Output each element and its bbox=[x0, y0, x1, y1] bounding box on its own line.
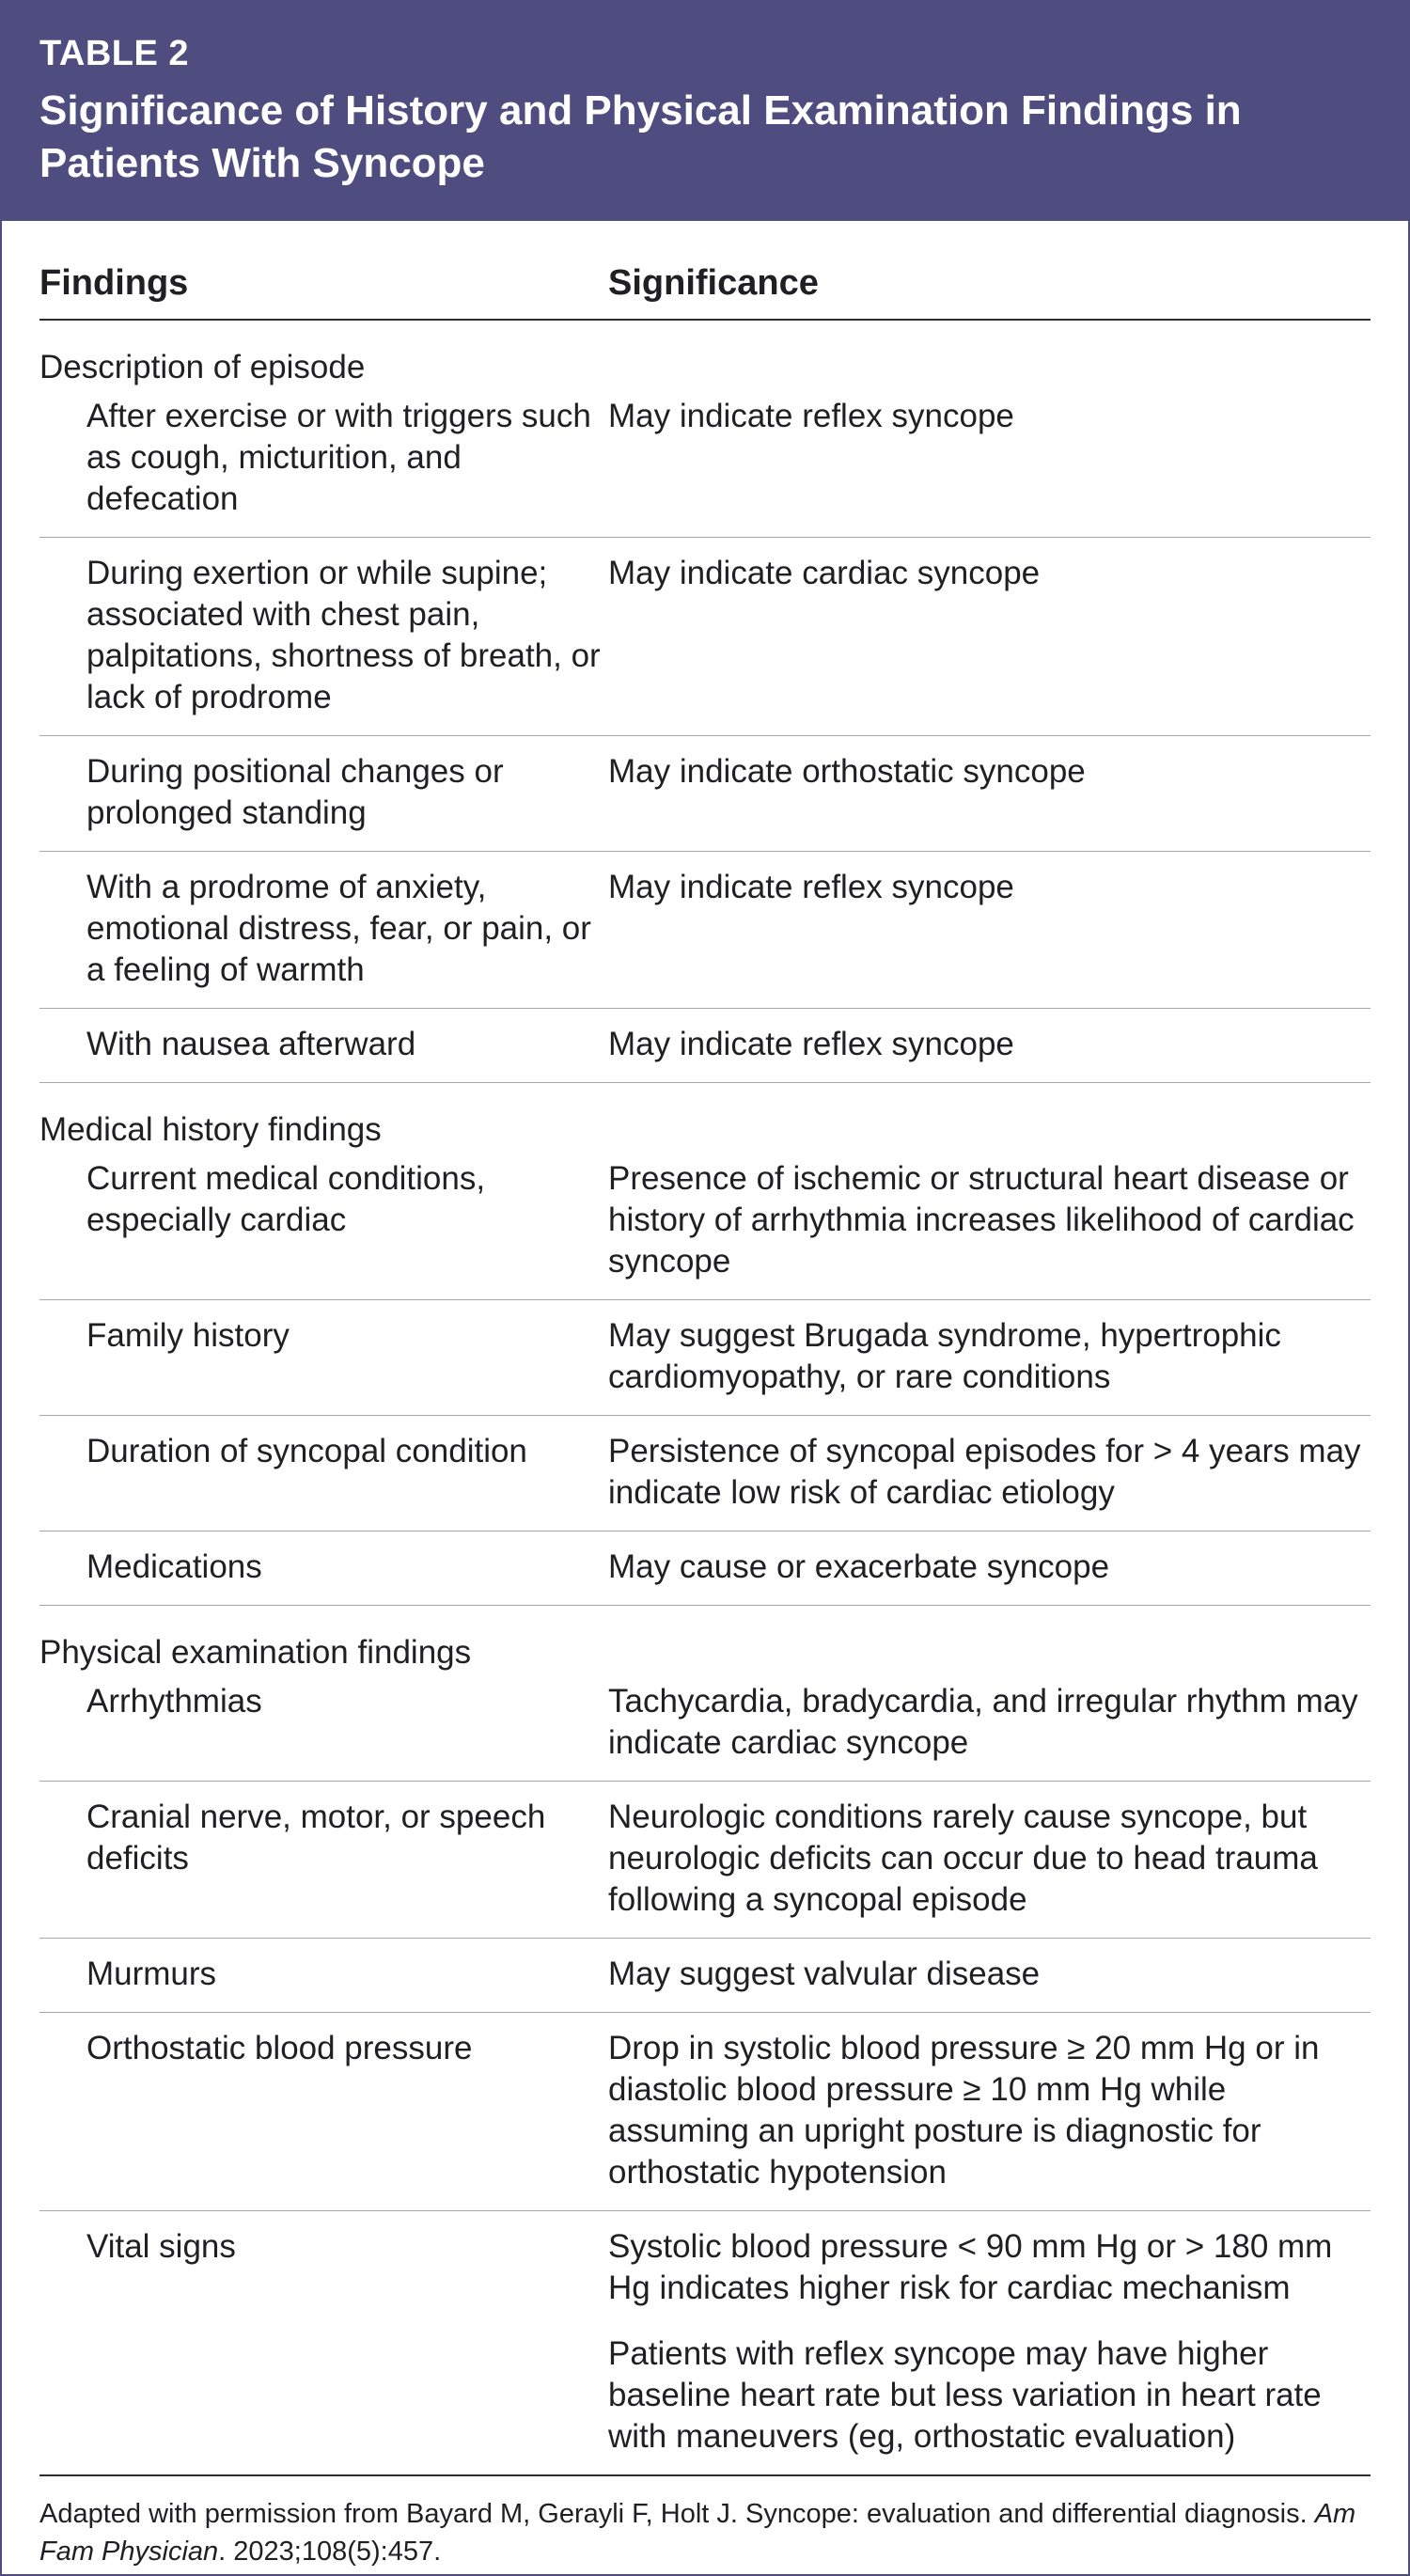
finding-cell: Current medical conditions, especially cardiac bbox=[86, 1160, 486, 1238]
table-row bbox=[39, 1300, 1371, 1416]
table-row bbox=[39, 1009, 1371, 1083]
significance-cell bbox=[608, 1681, 1371, 1764]
significance-text: May indicate cardiac syncope bbox=[608, 555, 1041, 591]
table-header bbox=[2, 2, 1408, 221]
significance-text: Neurologic conditions rarely cause syncope, but neurologic deficits can occur due to head trauma following a syncopal episode bbox=[608, 1798, 1318, 1918]
finding-cell: Vital signs bbox=[86, 2228, 236, 2265]
significance-cell bbox=[608, 396, 1371, 520]
finding-cell: After exercise or with triggers such as cough, micturition, and defecation bbox=[86, 398, 591, 517]
significance-text: May indicate orthostatic syncope bbox=[608, 753, 1086, 790]
significance-cell bbox=[608, 867, 1371, 991]
section-title: Medical history findings bbox=[39, 1111, 382, 1148]
column-header-significance: Significance bbox=[608, 263, 819, 303]
table-row bbox=[39, 1531, 1371, 1606]
column-headers bbox=[39, 221, 1371, 321]
significance-text: Presence of ischemic or structural heart disease or history of arrhythmia increases likelihood of cardiac syncope bbox=[608, 1160, 1355, 1280]
significance-cell bbox=[608, 2226, 1371, 2458]
significance-text: May suggest valvular disease bbox=[608, 1956, 1041, 1992]
finding-cell: During exertion or while supine; associated with chest pain, palpitations, shortness of breath, or lack of prodrome bbox=[86, 555, 601, 715]
finding-cell: Duration of syncopal condition bbox=[86, 1433, 527, 1469]
significance-text: Persistence of syncopal episodes for > 4 years may indicate low risk of cardiac etiology bbox=[608, 1433, 1361, 1511]
footnote bbox=[2, 2476, 1408, 2570]
significance-cell bbox=[608, 1547, 1371, 1588]
table-row bbox=[39, 1416, 1371, 1531]
significance-cell bbox=[608, 1158, 1371, 1282]
significance-cell bbox=[608, 2028, 1371, 2193]
finding-cell: Family history bbox=[86, 1317, 290, 1354]
footnote-citation: Adapted with permission from Bayard M, Gerayli F, Holt J. Syncope: evaluation and differential diagnosis. bbox=[39, 2499, 1315, 2529]
table-body bbox=[2, 221, 1408, 2476]
finding-cell: With nausea afterward bbox=[86, 1026, 416, 1062]
significance-text: Drop in systolic blood pressure ≥ 20 mm Hg or in diastolic blood pressure ≥ 10 mm Hg while assuming an upright posture is diagnostic for orthostatic hypotension bbox=[608, 2030, 1320, 2191]
significance-text: Tachycardia, bradycardia, and irregular rhythm may indicate cardiac syncope bbox=[608, 1683, 1358, 1761]
significance-cell bbox=[608, 1797, 1371, 1921]
table-row bbox=[39, 1782, 1371, 1939]
significance-cell bbox=[608, 751, 1371, 834]
significance-text: May suggest Brugada syndrome, hypertrophic cardiomyopathy, or rare conditions bbox=[608, 1317, 1281, 1395]
significance-text: May indicate reflex syncope bbox=[608, 1026, 1014, 1062]
finding-cell: Cranial nerve, motor, or speech deficits bbox=[86, 1798, 546, 1877]
finding-cell: Medications bbox=[86, 1548, 262, 1585]
table-rows bbox=[39, 321, 1371, 2476]
section-title: Description of episode bbox=[39, 349, 366, 385]
table-title: Significance of History and Physical Examination Findings in Patients With Syncope bbox=[39, 87, 1242, 186]
significance-cell bbox=[608, 1431, 1371, 1514]
table-row bbox=[39, 1151, 1371, 1300]
finding-cell: With a prodrome of anxiety, emotional distress, fear, or pain, or a feeling of warmth bbox=[86, 869, 591, 988]
finding-cell: Arrhythmias bbox=[86, 1683, 262, 1720]
table-row bbox=[39, 2013, 1371, 2211]
significance-cell bbox=[608, 1315, 1371, 1398]
significance-text: May indicate reflex syncope bbox=[608, 869, 1014, 905]
table-row bbox=[39, 388, 1371, 538]
table-row bbox=[39, 2211, 1371, 2476]
table-row bbox=[39, 538, 1371, 736]
significance-text: May cause or exacerbate syncope bbox=[608, 1548, 1110, 1585]
table-row bbox=[39, 736, 1371, 852]
section-title: Physical examination findings bbox=[39, 1634, 472, 1671]
table-row bbox=[39, 1673, 1371, 1782]
column-header-findings: Findings bbox=[39, 263, 189, 303]
significance-text: Systolic blood pressure < 90 mm Hg or > 180 mm Hg indicates higher risk for cardiac mechanism bbox=[608, 2228, 1333, 2306]
table-row bbox=[39, 1939, 1371, 2013]
table-row bbox=[39, 852, 1371, 1009]
significance-text: May indicate reflex syncope bbox=[608, 398, 1014, 434]
table-label: TABLE 2 bbox=[39, 34, 190, 73]
significance-cell bbox=[608, 1024, 1371, 1065]
footnote-journal: Am Fam Physician bbox=[39, 2499, 1356, 2567]
significance-text: Patients with reflex syncope may have higher baseline heart rate but less variation in heart rate with maneuvers (eg, orthostatic evaluation) bbox=[608, 2335, 1322, 2455]
finding-cell: During positional changes or prolonged standing bbox=[86, 753, 504, 831]
significance-cell bbox=[608, 553, 1371, 718]
finding-cell: Murmurs bbox=[86, 1956, 217, 1992]
finding-cell: Orthostatic blood pressure bbox=[86, 2030, 473, 2066]
footnote-reference: . 2023;108(5):457. bbox=[218, 2537, 442, 2567]
significance-cell bbox=[608, 1954, 1371, 1995]
